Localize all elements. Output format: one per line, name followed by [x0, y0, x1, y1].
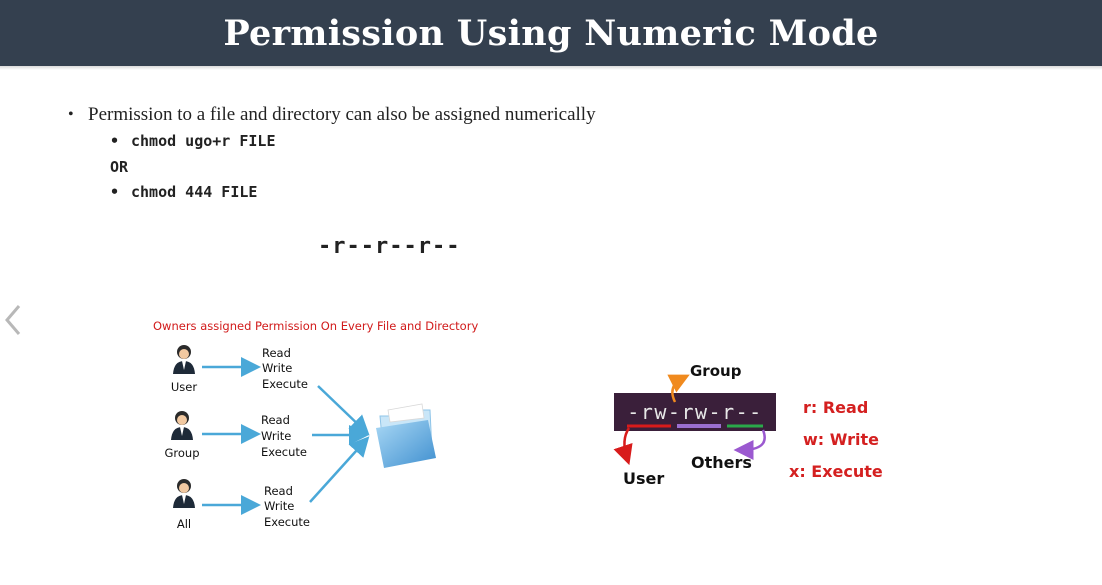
perm-read: Read	[262, 346, 291, 360]
rwx-diagram	[605, 350, 905, 500]
group-label: Group	[690, 362, 742, 380]
owner-all	[173, 479, 310, 531]
owner-name: All	[176, 517, 192, 531]
person-icon	[173, 479, 195, 508]
owner-name: Group	[164, 446, 200, 460]
title-bar	[0, 0, 1102, 66]
perm-execute: Execute	[261, 445, 307, 459]
sub-bullet-symbolic	[110, 132, 276, 150]
perm-read: Read	[261, 413, 290, 427]
perm-execute: Execute	[264, 515, 310, 529]
bullet-dot: •	[110, 132, 120, 150]
perm-execute: Execute	[262, 377, 308, 391]
owner-name: User	[170, 380, 198, 394]
owner-group	[164, 411, 307, 460]
bullet-main	[68, 104, 596, 126]
legend-write: w: Write	[803, 430, 879, 449]
rwx-string: -rw-rw-r--	[627, 400, 763, 424]
user-arrow-icon	[624, 428, 629, 458]
person-icon	[171, 411, 193, 440]
others-label: Others	[691, 453, 752, 472]
title-divider	[0, 66, 1102, 70]
slide-title: Permission Using Numeric Mode	[223, 12, 879, 54]
bullet-dot: •	[68, 106, 74, 123]
command-numeric: chmod 444 FILE	[131, 183, 258, 201]
arrow-icon	[310, 440, 366, 502]
perm-read: Read	[264, 484, 293, 498]
folder-icon	[376, 404, 436, 468]
owners-diagram	[150, 340, 450, 540]
others-arrow-icon	[741, 430, 765, 450]
person-icon	[173, 345, 195, 374]
legend-read: r: Read	[803, 398, 869, 417]
bullet-main-text: Permission to a file and directory can also be assigned numerically	[88, 104, 596, 125]
perm-write: Write	[264, 499, 295, 513]
perm-write: Write	[262, 361, 293, 375]
sub-bullet-numeric	[110, 183, 257, 201]
owners-diagram-caption: Owners assigned Permission On Every File and Directory	[153, 319, 479, 333]
perm-write: Write	[261, 429, 292, 443]
bullet-dot: •	[110, 183, 120, 201]
or-separator: OR	[110, 158, 129, 176]
legend-execute: x: Execute	[789, 462, 883, 481]
permission-string: -r--r--r--	[318, 234, 461, 259]
command-symbolic: chmod ugo+r FILE	[131, 132, 276, 150]
owner-user	[171, 345, 308, 394]
arrow-icon	[318, 386, 366, 432]
user-label: User	[623, 469, 665, 488]
bullet-list	[68, 104, 596, 201]
previous-slide-icon[interactable]	[2, 300, 24, 340]
